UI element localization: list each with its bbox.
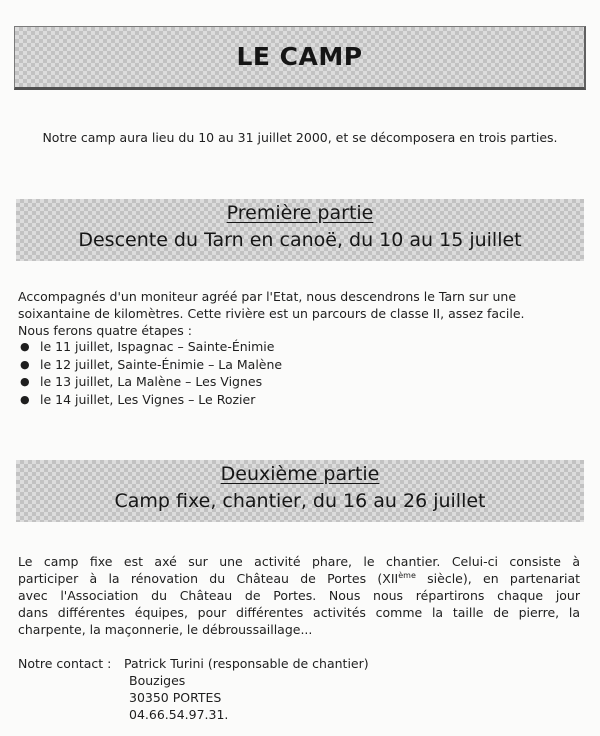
page-title: LE CAMP — [236, 42, 363, 71]
part2-paragraph — [18, 553, 580, 638]
stage-text: le 13 juillet, La Malène – Les Vignes — [40, 374, 263, 389]
part1-subheading: Descente du Tarn en canoë, du 10 au 15 juillet — [78, 229, 522, 251]
contact-address1: Bouziges — [129, 673, 186, 688]
stage-text: le 14 juillet, Les Vignes – Le Rozier — [40, 391, 256, 407]
superscript: ème — [398, 570, 416, 580]
part2-heading — [16, 462, 584, 486]
stage-text: le 11 juillet, Ispagnac – Sainte-Énimie — [40, 339, 275, 354]
bullet-icon: ● — [20, 357, 30, 371]
part2-line: avec l'Association du Château de Portes. Nous nous répartirons chaque jour — [18, 588, 580, 603]
contact-phone: 04.66.54.97.31. — [129, 707, 229, 722]
part2-line: Le camp fixe est axé sur une activité phare, le chantier. Celui-ci consiste à — [18, 554, 580, 569]
part2-line — [18, 570, 580, 587]
part2-banner — [16, 460, 584, 522]
part2-line: charpente, la maçonnerie, le débroussaillage... — [18, 622, 313, 637]
intro-text: Notre camp aura lieu du 10 au 31 juillet 2000, et se décomposera en trois parties. — [42, 130, 558, 145]
stages-list — [18, 338, 282, 408]
stage-item — [18, 391, 282, 409]
bullet-icon: ● — [20, 392, 30, 406]
part1-line: soixantaine de kilomètres. Cette rivière est un parcours de classe II, assez facile. — [18, 306, 525, 321]
contact-name: Patrick Turini (responsable de chantier) — [124, 656, 369, 671]
stage-item — [18, 373, 282, 391]
bullet-icon: ● — [20, 340, 30, 353]
part2-line-text: participer à la rénovation du Château de Portes (XII — [18, 571, 399, 586]
part1-line: Nous ferons quatre étapes : — [18, 323, 192, 338]
part2-line-text: siècle), en partenariat — [415, 571, 581, 586]
part1-banner — [16, 199, 584, 261]
part2-heading-text: Deuxième partie — [220, 463, 380, 485]
part2-line: dans différentes équipes, pour différentes activités comme la taille de pierre, la — [18, 605, 580, 620]
stage-item — [18, 356, 282, 374]
title-banner — [14, 26, 586, 90]
contact-address2: 30350 PORTES — [129, 690, 222, 705]
stage-item — [18, 338, 282, 356]
part2-subheading: Camp fixe, chantier, du 16 au 26 juillet — [114, 490, 486, 512]
part1-paragraph — [18, 288, 580, 339]
contact-block — [18, 655, 369, 723]
part1-heading-text: Première partie — [226, 202, 374, 224]
stage-text: le 12 juillet, Sainte-Énimie – La Malène — [40, 356, 283, 372]
part1-line: Accompagnés d'un moniteur agréé par l'Etat, nous descendrons le Tarn sur une — [18, 289, 517, 304]
part1-heading — [16, 201, 584, 225]
contact-label: Notre contact : — [18, 656, 112, 671]
bullet-icon: ● — [20, 375, 30, 388]
